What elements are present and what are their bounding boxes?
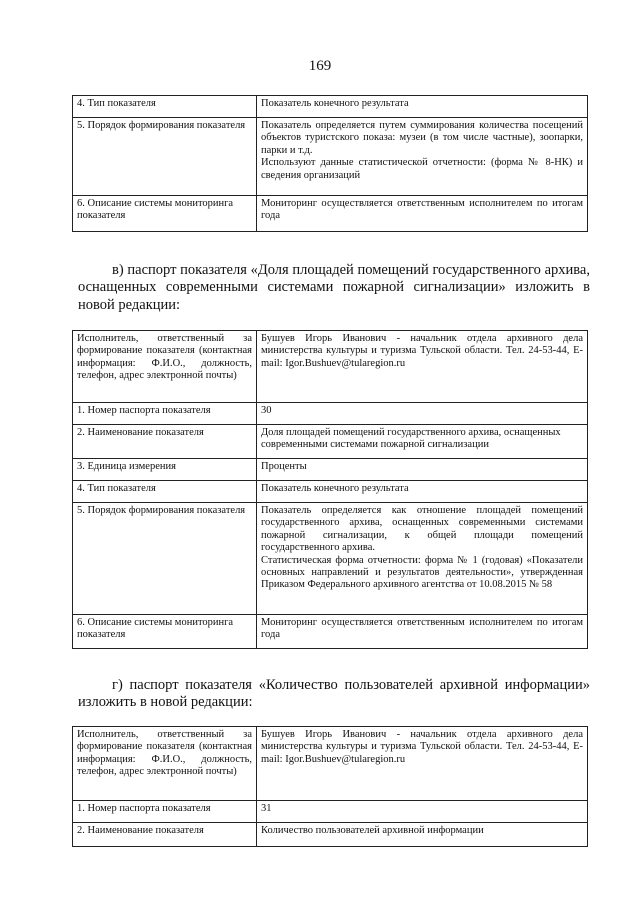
- row-value: Показатель конечного результата: [257, 481, 588, 503]
- table-row: [73, 823, 588, 847]
- row-value: Бушуев Игорь Иванович - начальник отдела архивного дела министерства культуры и туризма Тульской области. Тел. 24-53-44, E-mail: Igor.Bushuev@tularegion.ru: [257, 331, 588, 403]
- row-value-text: Показатель определяется путем суммирования количества посещений объектов туристского показа: музеи (в том числе частные), зоопарки, парки и т.д.: [261, 120, 583, 156]
- passport-table-g: [72, 726, 588, 847]
- table-row: [73, 425, 588, 459]
- row-value: [257, 118, 588, 196]
- table-row: [73, 481, 588, 503]
- section-heading-g: [78, 677, 590, 712]
- row-value: Количество пользователей архивной информации: [257, 823, 588, 847]
- table-row: [73, 459, 588, 481]
- section-heading-text: в) паспорт показателя «Доля площадей помещений государственного архива, оснащенных современными системами пожарной сигнализации» изложить в новой редакции:: [78, 262, 590, 313]
- row-label: 5. Порядок формирования показателя: [73, 503, 257, 615]
- row-value: [257, 503, 588, 615]
- row-value: Бушуев Игорь Иванович - начальник отдела архивного дела министерства культуры и туризма Тульской области. Тел. 24-53-44, E-mail: Igor.Bushuev@tularegion.ru: [257, 727, 588, 801]
- row-value: [257, 196, 588, 232]
- row-value: Проценты: [257, 459, 588, 481]
- table-row: [73, 196, 588, 232]
- table-row: [73, 503, 588, 615]
- table-row: [73, 801, 588, 823]
- section-heading-text: г) паспорт показателя «Количество пользователей архивной информации» изложить в новой редакции:: [78, 677, 590, 711]
- row-label: 1. Номер паспорта показателя: [73, 403, 257, 425]
- row-value-text: Используют данные статистической отчетности: (форма № 8-НК) и сведения организаций: [261, 157, 583, 181]
- row-value-text: Мониторинг осуществляется ответственным исполнителем по итогам года: [261, 198, 583, 222]
- row-label: 6. Описание системы мониторинга показателя: [73, 615, 257, 649]
- row-value-text: Показатель определяется как отношение площадей помещений государственного архива, оснащенных современными системами пожарной сигнализации, к общей площади помещений государственного архива.: [261, 505, 583, 554]
- row-value-text: Показатель конечного результата: [261, 98, 409, 109]
- section-heading-v: [78, 262, 590, 314]
- row-label: 6. Описание системы мониторинга показателя: [73, 196, 257, 232]
- table-row: [73, 727, 588, 801]
- row-label: 2. Наименование показателя: [73, 823, 257, 847]
- row-label: Исполнитель, ответственный за формирование показателя (контактная информация: Ф.И.О., должность, телефон, адрес электронной почты): [73, 331, 257, 403]
- passport-table-v: [72, 330, 588, 649]
- row-value: [257, 96, 588, 118]
- row-label: 5. Порядок формирования показателя: [73, 118, 257, 196]
- row-label: 4. Тип показателя: [73, 481, 257, 503]
- table-row: [73, 615, 588, 649]
- row-label: 4. Тип показателя: [73, 96, 257, 118]
- page-number: 169: [308, 58, 332, 74]
- passport-table-continued: [72, 95, 588, 232]
- table-row: [73, 118, 588, 196]
- row-value: 30: [257, 403, 588, 425]
- row-value-text: Статистическая форма отчетности: форма № 1 (годовая) «Показатели основных направлений и результатов деятельности», утвержденная Приказом Федерального архивного агентства от 10.08.2015 № 58: [261, 554, 583, 591]
- row-label: Исполнитель, ответственный за формирование показателя (контактная информация: Ф.И.О., должность, телефон, адрес электронной почты): [73, 727, 257, 801]
- row-value: Мониторинг осуществляется ответственным исполнителем по итогам года: [257, 615, 588, 649]
- row-label: 2. Наименование показателя: [73, 425, 257, 459]
- table-row: [73, 403, 588, 425]
- row-label: 1. Номер паспорта показателя: [73, 801, 257, 823]
- table-row: [73, 331, 588, 403]
- table-row: [73, 96, 588, 118]
- row-value: 31: [257, 801, 588, 823]
- row-value: Доля площадей помещений государственного архива, оснащенных современными системами пожарной сигнализации: [257, 425, 588, 459]
- row-label: 3. Единица измерения: [73, 459, 257, 481]
